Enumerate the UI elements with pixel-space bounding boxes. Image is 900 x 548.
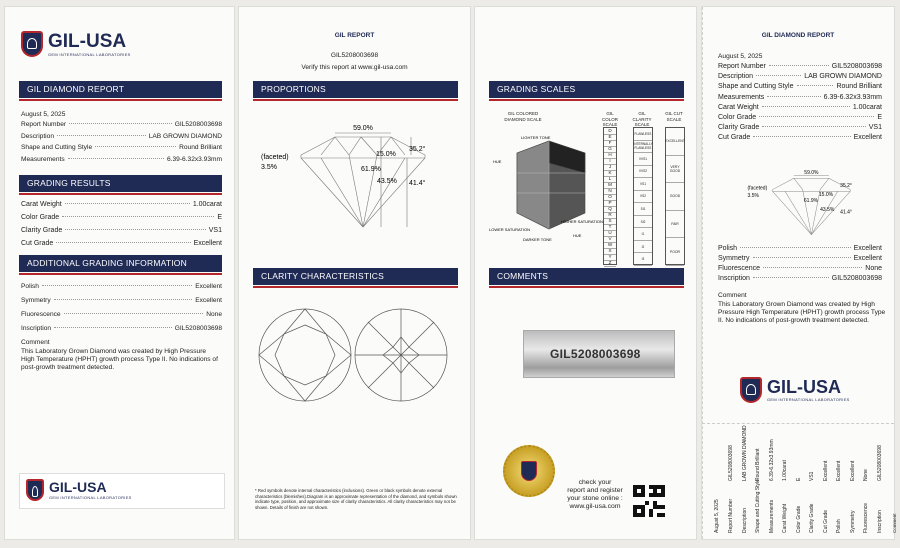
- laser-inscription-image: [523, 330, 675, 378]
- stub-label: Symmetry: [849, 510, 856, 533]
- gold-seal-icon: [503, 445, 555, 497]
- field-row: [21, 201, 222, 208]
- brand-name: GIL-USA: [49, 479, 107, 495]
- dotted-leader: [42, 285, 192, 286]
- field-row: [21, 311, 222, 318]
- field-value: GIL5208003698: [831, 63, 882, 70]
- color-grade-letter: I: [604, 158, 616, 165]
- field-value: Excellent: [853, 134, 882, 142]
- dotted-leader: [65, 229, 206, 230]
- clarity-plot-diagram: [253, 307, 463, 407]
- stub-label: Cut Grade: [822, 509, 829, 533]
- color-grade-letter: O: [604, 194, 616, 201]
- field-row: [21, 133, 222, 140]
- girdle-value: 3.5%: [747, 193, 759, 200]
- field-value: 6.39-6.32x3.93mm: [823, 93, 882, 101]
- color-grade-letter: V: [604, 236, 616, 243]
- stub-value: GIL5208003698: [876, 445, 883, 481]
- footer-logo: [26, 479, 132, 501]
- field-value: 1.00carat: [852, 103, 882, 111]
- crown-angle-value: 35.2°: [409, 146, 426, 153]
- comment-label: Comment: [21, 339, 50, 346]
- clarity-grade-cell: VS1: [634, 178, 652, 191]
- field-value: Excellent: [193, 240, 222, 247]
- brand-name: GIL-USA: [767, 377, 841, 397]
- seal-shield-icon: [521, 461, 537, 481]
- girdle-value: 3.5%: [261, 164, 277, 171]
- field-value: Excellent: [853, 255, 882, 262]
- field-row: [21, 121, 222, 128]
- stub-label: Clarity Grade: [809, 503, 815, 533]
- field-label: Fluorescence: [21, 311, 61, 318]
- color-grade-letter: G: [604, 146, 616, 153]
- clarity-grade-cell: I1: [634, 228, 652, 241]
- clarity-grade-cell: I3: [634, 253, 652, 266]
- panel-header: GIL DIAMOND REPORT: [761, 32, 835, 39]
- field-value: Round Brilliant: [836, 83, 882, 91]
- field-value: None: [206, 311, 222, 318]
- clarity-grade-cell: I2: [634, 241, 652, 254]
- clarity-grade-cell: INTERNALLY FLAWLESS: [634, 141, 652, 154]
- field-label: Description: [718, 73, 754, 81]
- field-value: LAB GROWN DIAMOND: [148, 132, 222, 140]
- dotted-leader: [763, 267, 862, 268]
- color-grade-letter: W: [604, 242, 616, 249]
- dotted-leader: [753, 136, 850, 137]
- scale-head-color: GIL COLOR SCALE: [601, 111, 618, 128]
- report-panel-proportions: [238, 6, 471, 540]
- cut-grade-cell: FAIR: [666, 211, 684, 239]
- crown-angle-value: 35.2°: [840, 183, 852, 190]
- clarity-grade-cell: VVS2: [634, 166, 652, 179]
- clarity-scale-column: [633, 127, 653, 265]
- brand-subtitle: GEM INTERNATIONAL LABORATORIES: [767, 397, 850, 402]
- field-label: Carat Weight: [21, 201, 62, 208]
- qr-code-icon[interactable]: [633, 485, 665, 517]
- clarity-grade-cell: VVS1: [634, 153, 652, 166]
- dotted-leader: [756, 75, 801, 76]
- field-value: Round Brilliant: [179, 144, 222, 151]
- color-grade-letter: L: [604, 176, 616, 183]
- color-grade-letter: E: [604, 134, 616, 141]
- field-label: Report Number: [718, 63, 766, 70]
- section-header-report: GIL DIAMOND REPORT: [19, 81, 222, 98]
- field-row: [718, 134, 882, 141]
- pavilion-depth-value: 43.5%: [820, 206, 835, 213]
- color-grade-letter: Z: [604, 260, 616, 267]
- field-label: Inscription: [21, 325, 52, 332]
- field-row: [718, 114, 882, 121]
- dotted-leader: [57, 135, 146, 136]
- field-row: [718, 104, 882, 111]
- field-value: E: [877, 114, 882, 121]
- brand-name: GIL-USA: [48, 30, 127, 52]
- report-panel-left: [4, 6, 235, 540]
- field-label: Color Grade: [718, 114, 757, 121]
- field-value: None: [865, 265, 882, 272]
- stub-value: E: [795, 477, 802, 481]
- color-grade-letter: K: [604, 170, 616, 177]
- field-value: E: [217, 214, 222, 221]
- dotted-leader: [54, 299, 193, 300]
- field-value: GIL5208003698: [174, 325, 222, 332]
- field-value: Excellent: [195, 297, 222, 304]
- color-scale-column: [603, 127, 617, 265]
- stub-label: Carat Weight: [782, 503, 788, 533]
- scale-head-clarity: GIL CLARITY SCALE: [632, 111, 652, 128]
- stub-date: August 5, 2025: [714, 499, 720, 533]
- pavilion-depth-value: 43.5%: [377, 178, 397, 185]
- field-row: [718, 124, 882, 131]
- dotted-leader: [759, 116, 874, 117]
- dotted-leader: [753, 257, 851, 258]
- section-header-grading: GRADING RESULTS: [19, 175, 222, 192]
- color-grade-letter: D: [604, 128, 616, 135]
- dotted-leader: [54, 327, 172, 328]
- color-grade-letter: Y: [604, 254, 616, 261]
- brand-subtitle: GEM INTERNATIONAL LABORATORIES: [48, 51, 131, 57]
- check-line-3: your stone online :: [567, 495, 623, 503]
- field-row: [21, 214, 222, 221]
- tear-line: [702, 423, 894, 424]
- stub-value: Excellent: [849, 460, 856, 481]
- report-panel-right: [701, 6, 895, 540]
- field-row: [718, 255, 882, 262]
- field-label: Shape and Cutting Style: [718, 83, 794, 91]
- color-grade-letter: R: [604, 212, 616, 219]
- field-label: Description: [21, 132, 54, 140]
- stub-value: LAB GROWN DIAMOND: [741, 425, 748, 481]
- colored-diamond-scale-diagram: [489, 133, 603, 245]
- dotted-leader: [762, 106, 850, 107]
- stub-comment: Comment: [892, 513, 897, 533]
- field-value: 6.39-6.32x3.93mm: [167, 155, 222, 163]
- dotted-leader: [65, 203, 190, 204]
- color-grade-letter: T: [604, 224, 616, 231]
- crown-height-value: 15.0%: [818, 191, 834, 198]
- pavilion-angle-value: 41.4°: [409, 180, 426, 187]
- gil-shield-icon: [740, 377, 762, 403]
- report-date: August 5, 2025: [718, 53, 763, 60]
- dotted-leader: [769, 65, 829, 66]
- field-row: [21, 283, 222, 290]
- diagram-label-higher-sat: HIGHER SATURATION: [561, 219, 603, 224]
- color-grade-letter: S: [604, 218, 616, 225]
- stub-value: VS1: [809, 471, 815, 481]
- comment-label: Comment: [718, 292, 747, 299]
- field-row: [718, 245, 882, 252]
- field-label: Measurements: [718, 93, 765, 101]
- gil-logo: [21, 31, 131, 57]
- field-label: Clarity Grade: [718, 124, 760, 132]
- depth-value: 61.9%: [803, 198, 819, 205]
- verify-text: Verify this report at www.gil-usa.com: [301, 64, 408, 71]
- diagram-label-lighter: LIGHTER TONE: [521, 135, 551, 140]
- table-value: 59.0%: [804, 169, 819, 176]
- color-grade-letter: J: [604, 164, 616, 171]
- pavilion-angle-value: 41.4°: [840, 209, 852, 216]
- diagram-label-hue: HUE: [493, 159, 502, 164]
- dotted-leader: [64, 313, 204, 314]
- stub-label: Fluorescence: [863, 502, 869, 533]
- section-header-proportions: PROPORTIONS: [253, 81, 458, 98]
- field-row: [21, 144, 222, 151]
- cut-grade-cell: POOR: [666, 238, 684, 266]
- check-line-2: report and register: [567, 487, 623, 495]
- dotted-leader: [767, 96, 820, 97]
- stub-value: Excellent: [822, 460, 829, 481]
- color-grade-letter: U: [604, 230, 616, 237]
- clarity-footnote: * Red symbols denote internal characteristics (inclusions). Green or black symbols denote external characteristics (blemishes).Diagram is an approximate representation of the diamond, and symbols shown indicate type, position, and approximate size of clarity characteristics. All clarity characteristics may not be shown. Details of finish are not shown.: [255, 488, 457, 510]
- cut-grade-cell: GOOD: [666, 183, 684, 211]
- brand-subtitle: GEM INTERNATIONAL LABORATORIES: [49, 495, 132, 500]
- field-label: Symmetry: [21, 297, 51, 304]
- field-value: LAB GROWN DIAMOND: [804, 73, 882, 81]
- stub-label: Description: [741, 507, 748, 533]
- stub-label: Measurements: [768, 499, 775, 533]
- field-label: Symmetry: [718, 255, 750, 262]
- dotted-leader: [740, 247, 851, 248]
- stub-label: Color Grade: [795, 505, 802, 533]
- panel-header: GIL REPORT: [334, 32, 375, 39]
- inscription-image-text: GIL5208003698: [550, 347, 641, 361]
- cut-grade-cell: VERY GOOD: [666, 156, 684, 184]
- field-label: Cut Grade: [718, 134, 751, 142]
- scale-head-cut: GIL CUT SCALE: [665, 111, 683, 122]
- section-header-clarity: CLARITY CHARACTERISTICS: [253, 268, 458, 285]
- field-row: [718, 265, 882, 272]
- field-row: [718, 83, 882, 90]
- scale-head-colored: GIL COLORED DIAMOND SCALE: [504, 111, 542, 122]
- dotted-leader: [762, 126, 866, 127]
- stub-value: Round Brilliant: [755, 448, 761, 481]
- report-date: August 5, 2025: [21, 111, 66, 118]
- field-row: [21, 240, 222, 247]
- dotted-leader: [753, 277, 829, 278]
- clarity-grade-cell: VS2: [634, 191, 652, 204]
- diagram-label-hue-2: HUE: [573, 233, 582, 238]
- gil-shield-icon: [21, 31, 43, 57]
- color-grade-letter: X: [604, 248, 616, 255]
- check-report-text: [563, 479, 627, 512]
- field-label: Carat Weight: [718, 103, 759, 111]
- field-row: [21, 297, 222, 304]
- color-grade-letter: F: [604, 140, 616, 147]
- vertical-stub: [706, 425, 897, 537]
- field-value: VS1: [208, 227, 222, 234]
- dotted-leader: [95, 146, 176, 147]
- field-value: GIL5208003698: [174, 121, 222, 128]
- proportions-diagram: [261, 119, 451, 234]
- field-label: Inscription: [718, 275, 750, 282]
- gil-shield-icon: [26, 479, 44, 501]
- report-number: GIL5208003698: [330, 52, 379, 59]
- field-value: GIL5208003698: [831, 275, 882, 282]
- section-header-comments: COMMENTS: [489, 268, 684, 285]
- stub-label: Shape and Cutting Style: [755, 479, 761, 533]
- color-grade-letter: M: [604, 182, 616, 189]
- stub-value: GIL5208003698: [728, 445, 734, 481]
- diagram-label-lower-sat: LOWER SATURATION: [489, 227, 530, 232]
- field-label: Fluorescence: [718, 265, 761, 272]
- depth-value: 61.9%: [361, 166, 381, 173]
- dotted-leader: [62, 216, 214, 217]
- clarity-grade-cell: SI1: [634, 203, 652, 216]
- field-row: [21, 325, 222, 332]
- stub-label: Report Number: [728, 498, 734, 533]
- crown-height-value: 15.0%: [376, 151, 396, 158]
- color-grade-letter: Q: [604, 206, 616, 213]
- proportions-diagram-small: [732, 167, 882, 239]
- comment-text: This Laboratory Grown Diamond was created by High Pressure High Temperature (HPHT) growth process Type II. No indications of post-growth treatment detected.: [718, 301, 886, 325]
- color-grade-letter: H: [604, 152, 616, 159]
- dotted-leader: [68, 158, 164, 159]
- field-label: Polish: [718, 245, 738, 252]
- field-label: Polish: [21, 283, 39, 290]
- stub-value: None: [863, 469, 869, 481]
- section-header-scales: GRADING SCALES: [489, 81, 684, 98]
- field-label: Measurements: [21, 155, 65, 163]
- check-line-4: www.gil-usa.com: [569, 503, 621, 511]
- field-label: Color Grade: [21, 214, 60, 221]
- field-value: VS1: [868, 124, 882, 132]
- field-label: Cut Grade: [21, 240, 54, 247]
- field-value: Excellent: [195, 283, 222, 290]
- stub-value: Excellent: [836, 460, 842, 481]
- field-label: Clarity Grade: [21, 227, 63, 234]
- report-panel-scales: [474, 6, 697, 540]
- dotted-leader: [56, 242, 190, 243]
- girdle-faceted: (faceted): [747, 185, 768, 192]
- field-label: Report Number: [21, 121, 67, 128]
- girdle-faceted: (faceted): [261, 154, 289, 161]
- clarity-grade-cell: SI2: [634, 216, 652, 229]
- field-label: Shape and Cutting Style: [21, 144, 93, 151]
- gil-logo-right: [740, 377, 850, 403]
- stub-label: Polish: [836, 519, 842, 533]
- table-value: 59.0%: [353, 125, 373, 132]
- check-line-1: check your: [578, 479, 612, 486]
- field-row: [718, 94, 882, 101]
- cut-scale-column: [665, 127, 685, 265]
- section-header-additional: ADDITIONAL GRADING INFORMATION: [19, 255, 222, 272]
- field-row: [718, 275, 882, 282]
- footer-logo-box: [19, 473, 225, 509]
- diagram-label-darker: DARKER TONE: [523, 237, 552, 242]
- stub-value: 6.39-6.32x3.93mm: [768, 439, 775, 481]
- field-row: [21, 227, 222, 234]
- comment-text: This Laboratory Grown Diamond was created by High Pressure High Temperature (HPHT) growth process Type II. No indications of post-growth treatment detected.: [21, 348, 218, 372]
- field-row: [21, 156, 222, 163]
- color-grade-letter: N: [604, 188, 616, 195]
- field-row: [718, 73, 882, 80]
- dotted-leader: [797, 85, 834, 86]
- stub-value: 1.00carat: [782, 460, 788, 481]
- field-value: 1.00carat: [192, 201, 222, 208]
- field-row: [718, 63, 882, 70]
- field-value: Excellent: [853, 245, 882, 252]
- cut-grade-cell: EXCELLENT: [666, 128, 684, 156]
- clarity-grade-cell: FLAWLESS: [634, 128, 652, 141]
- color-grade-letter: P: [604, 200, 616, 207]
- stub-label: Inscription: [876, 510, 883, 533]
- dotted-leader: [69, 123, 172, 124]
